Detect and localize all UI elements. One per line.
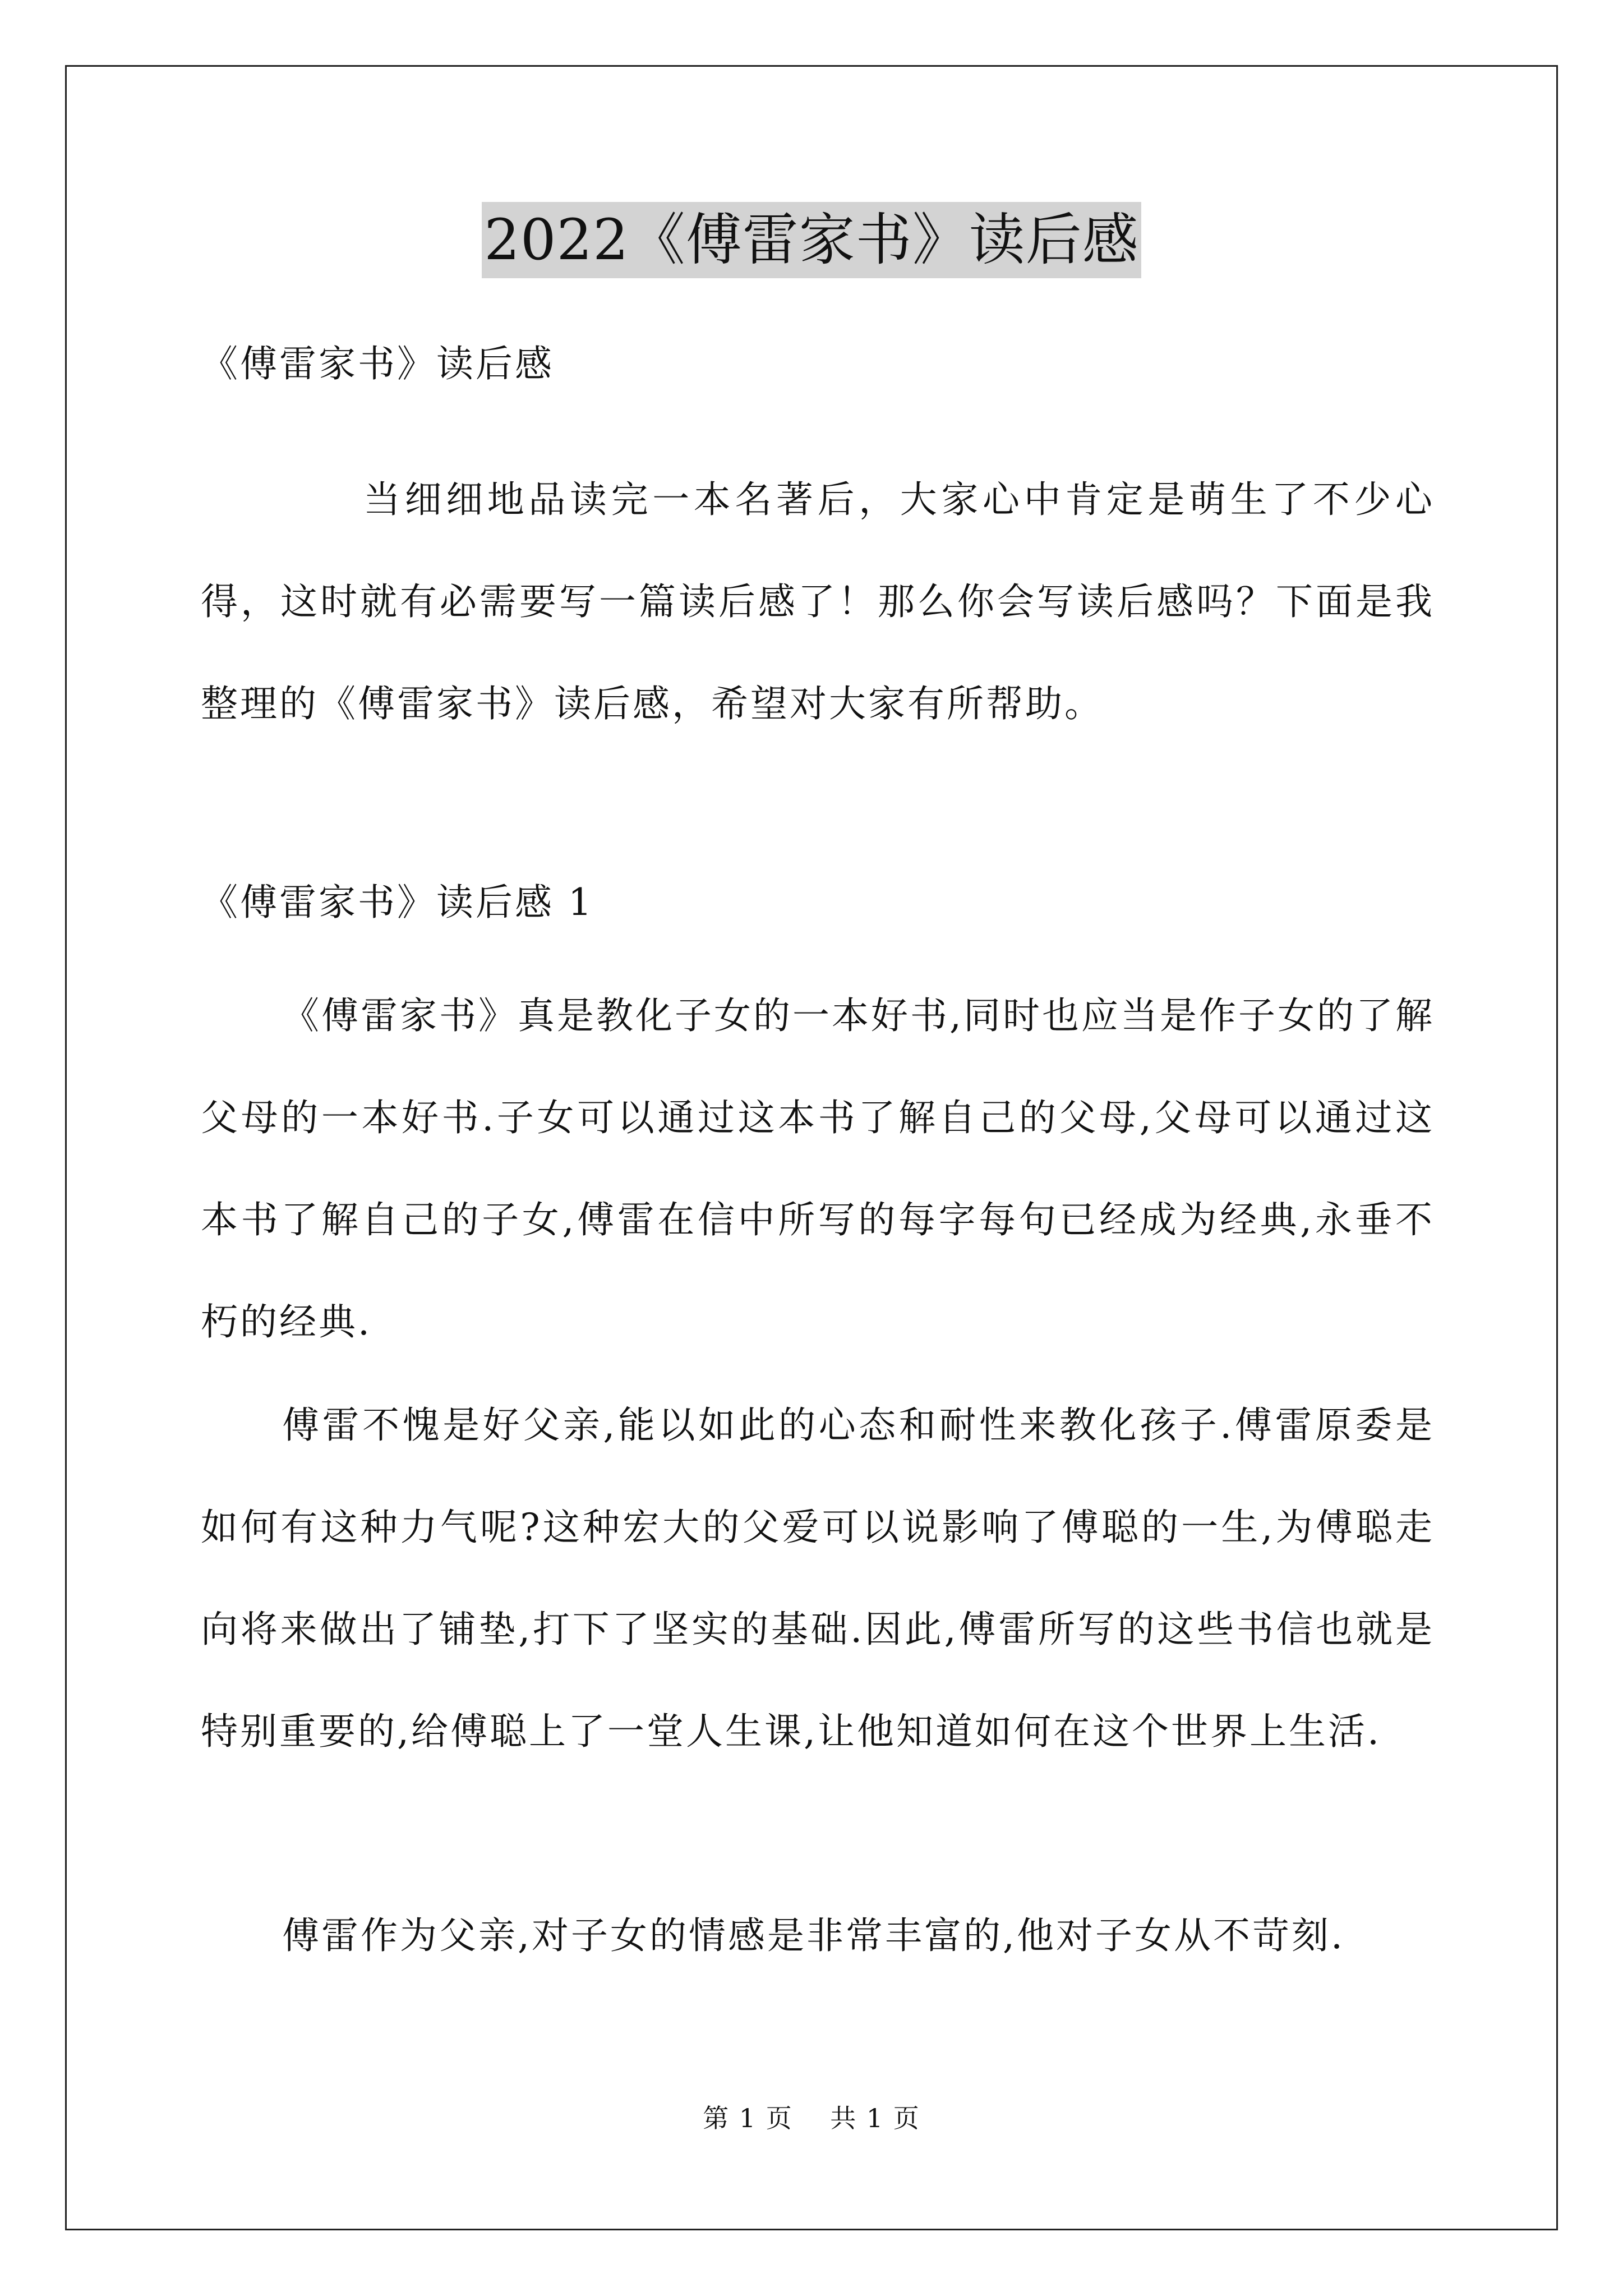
essay-paragraph-container-1 xyxy=(201,965,1435,1373)
intro-paragraph[interactable]: 当细细地品读完一本名著后，大家心中肯定是萌生了不少心得，这时就有必需要写一篇读后感了！那么你会写读后感吗？下面是我整理的《傅雷家书》读后感，希望对大家有所帮助。 xyxy=(201,478,1435,725)
essay-paragraph-1[interactable]: 《傅雷家书》真是教化子女的一本好书,同时也应当是作子女的了解父母的一本好书.子女可以通过这本书了解自己的父母,父母可以通过这本书了解自己的子女,傅雷在信中所写的每字每句已经成为经典,永垂不朽的经典. xyxy=(201,994,1435,1343)
essay-paragraph-container-2 xyxy=(201,1374,1435,1783)
essay-paragraph-container-3 xyxy=(201,1885,1435,1987)
page-footer: 第 1 页 共 1 页 xyxy=(703,2103,920,2133)
essay-paragraph-2[interactable]: 傅雷不愧是好父亲,能以如此的心态和耐性来教化孩子.傅雷原委是如何有这种力气呢?这种宏大的父爱可以说影响了傅聪的一生,为傅聪走向将来做出了铺垫,打下了坚实的基础.因此,傅雷所写的这些书信也就是特别重要的,给傅聪上了一堂人生课,让他知道如何在这个世界上生活. xyxy=(201,1404,1435,1753)
title-container xyxy=(0,202,1623,278)
essay-paragraph-3[interactable]: 傅雷作为父亲,对子女的情感是非常丰富的,他对子女从不苛刻. xyxy=(282,1914,1345,1957)
intro-paragraph-container xyxy=(201,449,1435,755)
document-title[interactable]: 2022《傅雷家书》读后感 xyxy=(482,202,1141,278)
essay-heading[interactable]: 《傅雷家书》读后感 1 xyxy=(201,881,594,924)
section-heading[interactable]: 《傅雷家书》读后感 xyxy=(201,342,554,385)
